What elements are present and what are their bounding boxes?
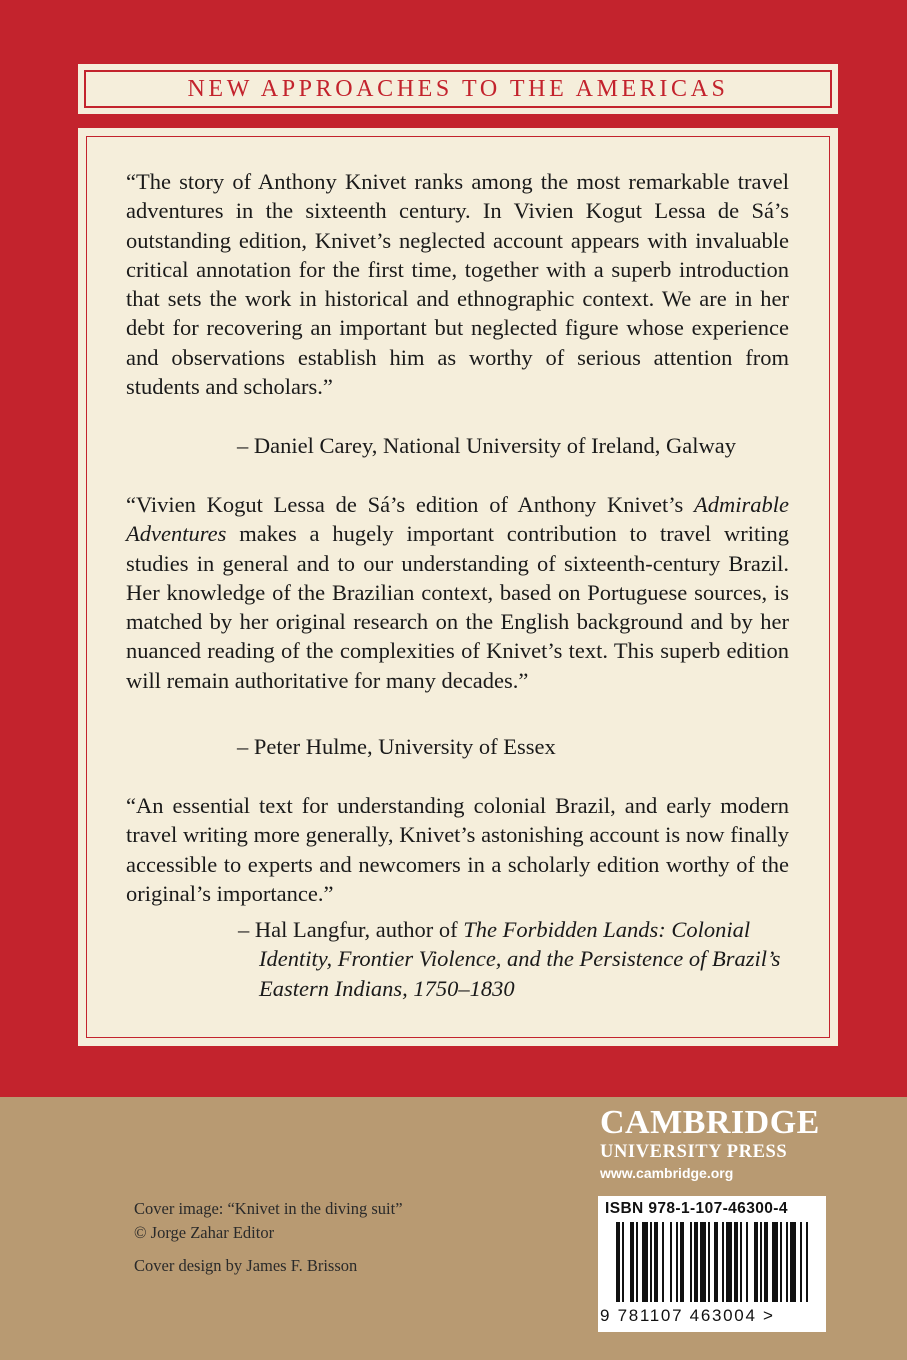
barcode-bar	[642, 1222, 648, 1302]
barcode-bar	[806, 1222, 808, 1302]
series-banner-frame	[84, 70, 832, 108]
copyright-credit: © Jorge Zahar Editor	[134, 1223, 275, 1242]
quote-3-book-title-line2: Identity, Frontier Violence, and the Persistence of Brazil’s	[259, 946, 781, 972]
quote-3-attribution	[238, 915, 798, 1003]
barcode-bar	[670, 1222, 672, 1302]
barcode-box	[598, 1196, 826, 1332]
quote-3-attribution-prefix: – Hal Langfur, author of	[238, 917, 464, 942]
barcode-bar	[690, 1222, 692, 1302]
barcode-bar	[726, 1222, 732, 1302]
publisher-subtitle: UNIVERSITY PRESS	[600, 1142, 788, 1162]
barcode-bar	[786, 1222, 788, 1302]
barcode-digits: 9 781107 463004 >	[600, 1306, 775, 1325]
barcode-bar	[708, 1222, 710, 1302]
barcode-bar	[746, 1222, 748, 1302]
barcode-bar	[680, 1222, 684, 1302]
series-title: NEW APPROACHES TO THE AMERICAS	[187, 75, 729, 102]
barcode-bar	[676, 1222, 678, 1302]
barcode-bar	[700, 1222, 706, 1302]
barcode-bar	[650, 1222, 652, 1302]
quote-1-attribution: – Daniel Carey, National University of Ireland, Galway	[237, 433, 736, 458]
quote-3-attribution-line2	[238, 944, 798, 973]
design-credit: Cover design by James F. Brisson	[134, 1256, 358, 1275]
barcode-bar	[662, 1222, 664, 1302]
barcode-bar	[790, 1222, 796, 1302]
isbn-label: ISBN 978-1-107-46300-4	[605, 1200, 788, 1217]
barcode-bar	[622, 1222, 624, 1302]
barcode-bar	[654, 1222, 658, 1302]
quote-2-text-start: “Vivien Kogut Lessa de Sá’s edition of Anthony Knivet’s	[126, 492, 694, 517]
quote-3-book-title-line3: Eastern Indians,	[259, 975, 414, 1001]
barcode-bar	[714, 1222, 718, 1302]
barcode-icon	[598, 1222, 826, 1306]
barcode-bar	[800, 1222, 802, 1302]
quote-1-text: “The story of Anthony Knivet ranks among the most remarkable travel adventures in the sixteenth century. In Vivien Kogut Lessa de Sá’s outstanding edition, Knivet’s neglected account appears with invaluable critical annotation for the first time, together with a superb introduction that sets the work in historical and ethnographic context. We are in her debt for recovering an important but neglected figure whose experience and observations establish him as worthy of serious attention from students and scholars.”	[126, 169, 789, 400]
quote-2-book-title: Admirable Adventures	[126, 492, 789, 547]
barcode-bar	[740, 1222, 742, 1302]
publisher-name: CAMBRIDGE	[600, 1104, 820, 1141]
barcode-bar	[636, 1222, 638, 1302]
quote-2-text	[126, 490, 789, 695]
publisher-logo	[600, 1105, 830, 1181]
quote-3-attribution-line3	[238, 974, 798, 1003]
quote-2-text-end: makes a hugely important contribution to travel writing studies in general and to our understanding of sixteenth-century Brazil. Her knowledge of the Brazilian context, based on Portuguese sources, is matched by her original research on the English background and by her nuanced reading of the complexities of Knivet’s text. This superb edition will remain authoritative for many decades.”	[126, 521, 789, 693]
series-banner	[78, 64, 838, 114]
barcode-bar	[722, 1222, 724, 1302]
barcode-bar	[760, 1222, 762, 1302]
barcode-bar	[734, 1222, 738, 1302]
quote-3-text: “An essential text for understanding colonial Brazil, and early modern travel writing more generally, Knivet’s astonishing account is now finally accessible to experts and newcomers in a scholarly edition worthy of the original’s importance.”	[126, 793, 789, 906]
barcode-bar	[754, 1222, 758, 1302]
barcode-bar	[780, 1222, 782, 1302]
barcode-bar	[694, 1222, 698, 1302]
barcode-bar	[616, 1222, 620, 1302]
quote-2-attribution: – Peter Hulme, University of Essex	[237, 734, 556, 759]
quote-3-years: 1750–1830	[413, 975, 515, 1001]
quote-3-book-title-line1: The Forbidden Lands: Colonial	[463, 917, 751, 942]
barcode-bar	[772, 1222, 778, 1302]
barcode-bar	[764, 1222, 768, 1302]
barcode-bar	[630, 1222, 634, 1302]
cover-image-credit: Cover image: “Knivet in the diving suit”	[134, 1199, 403, 1218]
publisher-url: www.cambridge.org	[600, 1165, 734, 1181]
